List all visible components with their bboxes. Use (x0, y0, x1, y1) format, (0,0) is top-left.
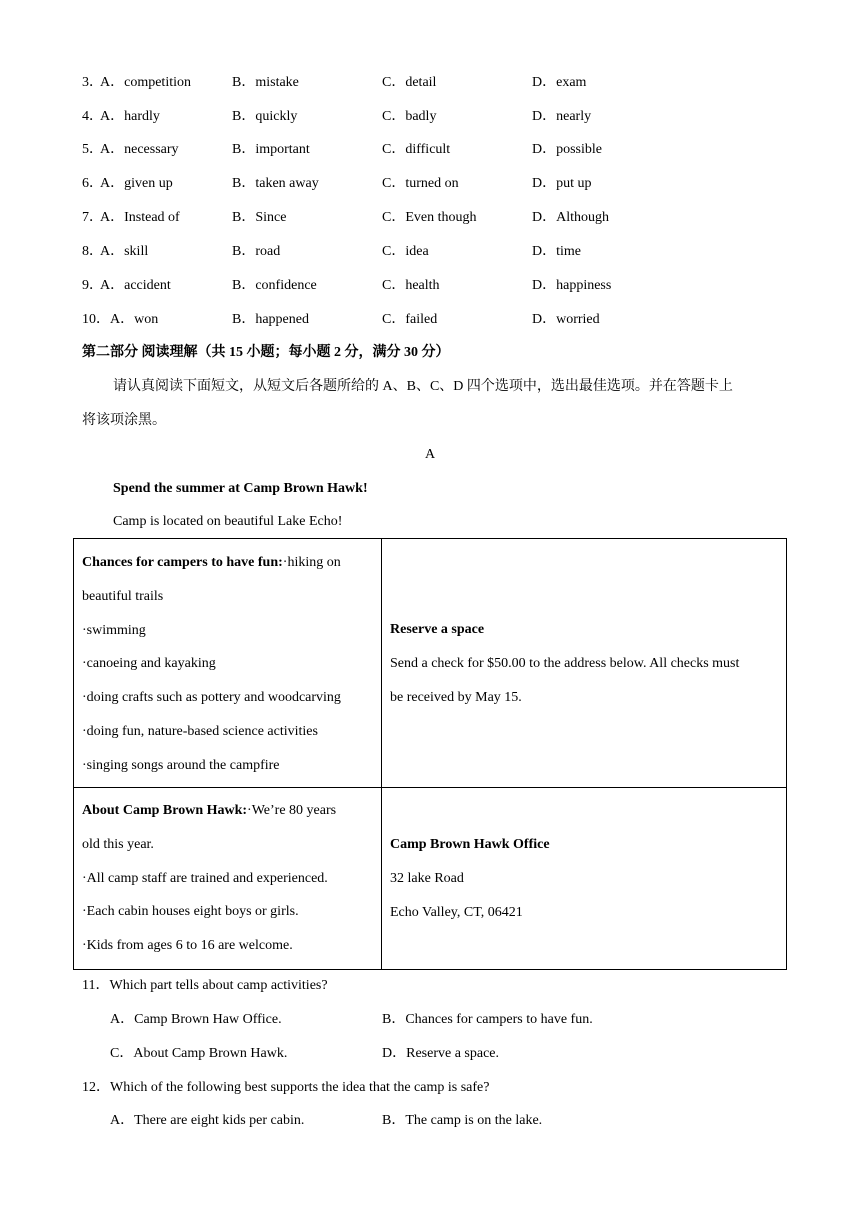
option-c: C．failed (382, 312, 438, 327)
about-cell (74, 788, 382, 970)
camp-info-table (73, 538, 787, 970)
option-row (82, 107, 782, 127)
option-row (82, 276, 782, 296)
fun-heading: Chances for campers to have fun: (82, 555, 283, 570)
option-b: B．happened (232, 312, 309, 327)
passage-label: A (424, 447, 436, 462)
question-number: 4． (82, 109, 103, 124)
option-b: B．quickly (232, 109, 298, 124)
option-a: A．hardly (100, 109, 160, 124)
passage-subline: Camp is located on beautiful Lake Echo! (113, 514, 343, 529)
option-c: C．Even though (382, 210, 477, 225)
question-number: 3． (82, 75, 103, 90)
fun-item: ·canoeing and kayaking (82, 656, 216, 672)
option-a: A．necessary (100, 142, 179, 157)
option-d: D．nearly (532, 109, 592, 124)
option-c: C．detail (382, 75, 437, 90)
about-item: ·All camp staff are trained and experienced. (82, 870, 328, 886)
about-heading: About Camp Brown Hawk: (82, 803, 248, 818)
question-number: 7． (82, 210, 103, 225)
option-d: D．happiness (532, 278, 612, 293)
reserve-text: be received by May 15. (390, 689, 522, 705)
option-c: C．idea (382, 244, 429, 259)
office-cell (382, 788, 787, 970)
option-a: A．won (110, 312, 159, 327)
question-stem: 11．Which part tells about camp activities? (82, 978, 328, 993)
option-a: A．competition (100, 75, 191, 90)
reserve-cell (382, 539, 787, 788)
option-a: A．given up (100, 176, 173, 191)
option-row (82, 242, 782, 262)
option-c: C．difficult (382, 142, 451, 157)
option-b: B．mistake (232, 75, 299, 90)
question-option-a: A．There are eight kids per cabin. (110, 1113, 305, 1128)
option-row (82, 310, 782, 330)
fun-item: beautiful trails (82, 588, 164, 604)
fun-item: ·singing songs around the campfire (82, 757, 280, 773)
table-row (74, 788, 787, 970)
option-b: B．Since (232, 210, 287, 225)
option-c: C．badly (382, 109, 437, 124)
option-d: D．exam (532, 75, 587, 90)
option-row (82, 73, 782, 93)
passage-headline: Spend the summer at Camp Brown Hawk! (113, 481, 368, 496)
office-heading: Camp Brown Hawk Office (390, 837, 550, 852)
question-option-c: C．About Camp Brown Hawk. (110, 1046, 288, 1061)
question-number: 5． (82, 142, 103, 157)
question-number: 6． (82, 176, 103, 191)
option-d: D．time (532, 244, 581, 259)
question-number: 9． (82, 278, 103, 293)
fun-item: ·doing crafts such as pottery and woodcarving (82, 690, 341, 706)
fun-item: ·hiking on (282, 555, 341, 570)
fun-item: ·swimming (82, 622, 146, 638)
option-a: A．skill (100, 244, 149, 259)
option-c: C．health (382, 278, 440, 293)
office-street: 32 lake Road (390, 870, 464, 886)
section-instruction: 请认真阅读下面短文，从短文后各题所给的 A、B、C、D 四个选项中，选出最佳选项。并在答题卡上 (113, 379, 733, 394)
fun-cell (74, 539, 382, 788)
section-instruction-cont: 将该项涂黑。 (82, 413, 166, 428)
option-b: B．taken away (232, 176, 319, 191)
question-option-d: D．Reserve a space. (382, 1046, 500, 1061)
about-item: ·Kids from ages 6 to 16 are welcome. (82, 938, 293, 954)
question-option-a: A．Camp Brown Haw Office. (110, 1012, 282, 1027)
option-b: B．important (232, 142, 310, 157)
option-b: B．road (232, 244, 281, 259)
about-heading-line (82, 794, 373, 828)
option-d: D．Although (532, 210, 609, 225)
option-a: A．accident (100, 278, 171, 293)
option-row (82, 140, 782, 160)
option-b: B．confidence (232, 278, 317, 293)
about-item: ·We’re 80 years (247, 803, 337, 818)
question-option-b: B．The camp is on the lake. (382, 1113, 543, 1128)
about-item: old this year. (82, 836, 154, 852)
question-number: 10． (82, 312, 110, 327)
section-title: 第二部分 阅读理解（共 15 小题；每小题 2 分，满分 30 分） (82, 345, 450, 360)
option-d: D．put up (532, 176, 592, 191)
fun-heading-line (82, 546, 373, 580)
option-a: A．Instead of (100, 210, 180, 225)
reserve-text: Send a check for $50.00 to the address below. All checks must (390, 655, 740, 671)
question-option-b: B．Chances for campers to have fun. (382, 1012, 593, 1027)
question-stem: 12．Which of the following best supports the idea that the camp is safe? (82, 1080, 490, 1095)
option-d: D．worried (532, 312, 600, 327)
table-row (74, 539, 787, 788)
option-c: C．turned on (382, 176, 459, 191)
option-row (82, 208, 782, 228)
reserve-heading: Reserve a space (390, 622, 485, 637)
option-row (82, 174, 782, 194)
about-item: ·Each cabin houses eight boys or girls. (82, 904, 299, 920)
office-city: Echo Valley, CT, 06421 (390, 904, 523, 920)
question-number: 8． (82, 244, 103, 259)
option-d: D．possible (532, 142, 602, 157)
fun-item: ·doing fun, nature-based science activities (82, 723, 318, 739)
